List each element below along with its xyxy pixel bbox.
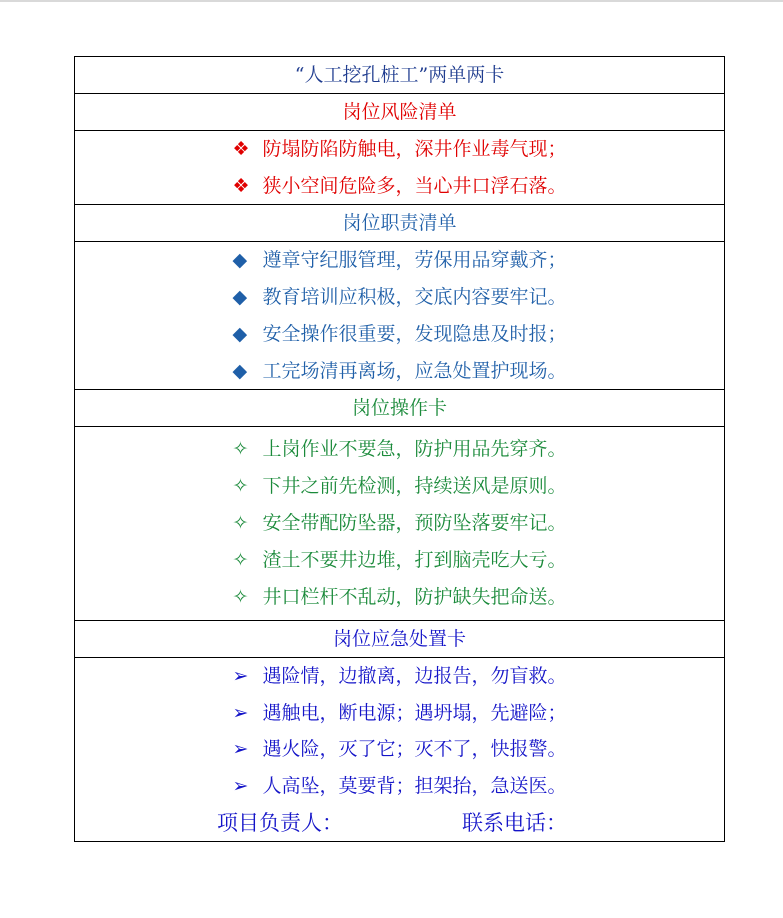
list-item: ◆ 教育培训应积极，交底内容要牢记。 — [75, 279, 724, 316]
four-point-star-icon: ✧ — [232, 549, 249, 571]
list-item: ➢ 遇触电，断电源；遇坍塌，先避险； — [75, 695, 724, 732]
list-item: ➢ 遇火险，灭了它；灭不了，快报警。 — [75, 731, 724, 768]
list-item: ✧ 下井之前先检测，持续送风是原则。 — [75, 468, 724, 505]
contact-footer — [75, 804, 724, 842]
list-item: ✧ 安全带配防坠器，预防坠落要牢记。 — [75, 505, 724, 542]
contact-phone-label: 联系电话： — [462, 811, 567, 835]
diamond-cross-icon: ❖ — [232, 175, 250, 197]
arrowhead-bullet-icon: ➢ — [232, 665, 249, 687]
arrowhead-bullet-icon: ➢ — [232, 774, 249, 797]
list-item: ✧ 渣土不要井边堆，打到脑壳吃大亏。 — [75, 542, 724, 579]
top-border-line — [0, 0, 783, 2]
diamond-bullet-icon: ◆ — [232, 286, 248, 308]
two-lists-two-cards-sheet — [74, 56, 725, 842]
list-item: ◆ 工完场清再离场，应急处置护现场。 — [75, 353, 724, 390]
diamond-bullet-icon: ◆ — [232, 249, 248, 271]
emergency-card-body — [75, 658, 724, 842]
duty-list-body — [75, 242, 724, 390]
diamond-bullet-icon: ◆ — [232, 360, 248, 382]
document-title: “人工挖孔桩工”两单两卡 — [75, 57, 724, 94]
list-item: ➢ 遇险情，边撤离，边报告，勿盲救。 — [75, 658, 724, 695]
diamond-cross-icon: ❖ — [232, 138, 250, 160]
arrowhead-bullet-icon: ➢ — [232, 701, 249, 724]
four-point-star-icon: ✧ — [232, 512, 249, 534]
list-item: ✧ 上岗作业不要急，防护用品先穿齐。 — [75, 431, 724, 468]
project-manager-label: 项目负责人： — [217, 811, 343, 835]
risk-list-heading: 岗位风险清单 — [75, 94, 724, 131]
list-item: ◆ 遵章守纪服管理，劳保用品穿戴齐； — [75, 242, 724, 279]
list-item: ❖ 狭小空间危险多，当心井口浮石落。 — [75, 168, 724, 205]
risk-list-body — [75, 131, 724, 205]
operation-card-body — [75, 427, 724, 621]
emergency-card-heading: 岗位应急处置卡 — [75, 621, 724, 658]
list-item: ❖ 防塌防陷防触电，深井作业毒气现； — [75, 131, 724, 168]
list-item: ✧ 井口栏杆不乱动，防护缺失把命送。 — [75, 579, 724, 616]
list-item: ➢ 人高坠，莫要背；担架抬，急送医。 — [75, 768, 724, 805]
diamond-bullet-icon: ◆ — [232, 323, 248, 345]
operation-card-heading: 岗位操作卡 — [75, 390, 724, 427]
four-point-star-icon: ✧ — [232, 438, 249, 460]
four-point-star-icon: ✧ — [232, 586, 249, 608]
four-point-star-icon: ✧ — [232, 475, 249, 497]
list-item: ◆ 安全操作很重要，发现隐患及时报； — [75, 316, 724, 353]
duty-list-heading: 岗位职责清单 — [75, 205, 724, 242]
arrowhead-bullet-icon: ➢ — [232, 738, 249, 760]
